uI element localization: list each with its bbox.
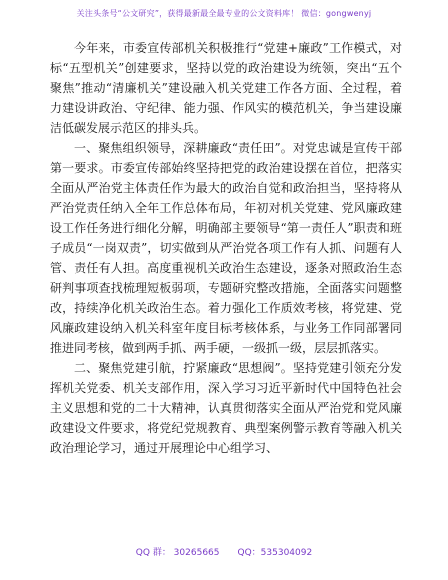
document-body <box>50 38 402 458</box>
header-banner: 关注头条号“公文研究”，获得最新最全最专业的公文资料库！ 微信：gongwenyj <box>76 9 372 18</box>
footer-qq-group: QQ 群： 30265665 <box>135 548 220 558</box>
footer <box>0 545 448 558</box>
paragraph-section-2: 二、聚焦党建引航，拧紧廉政“思想阀”。坚持党建引领充分发挥机关党委、机关支部作用，深入学习习近平新时代中国特色社会主义思想和党的二十大精神，认真贯彻落实全面从严治党和党风廉政建设文件要求，将党纪党规教育、典型案例警示教育等融入机关政治理论学习，通过开展理论中心组学习、 <box>50 361 402 455</box>
paragraph-intro: 今年来，市委宣传部机关积极推行“党建+廉政”工作模式，对标“五型机关”创建要求，坚持以党的政治建设为统领，突出“五个聚焦”推动“清廉机关”建设融入机关党建工作各方面、全过程，着力建设讲政治、守纪律、能力强、作风实的模范机关，争当建设廉洁低碳发展示范区的排头兵。 <box>50 41 402 135</box>
footer-qq: QQ：535304092 <box>237 548 313 558</box>
paragraph-section-1: 一、聚焦组织领导，深耕廉政“责任田”。对党忠诚是宣传干部第一要求。市委宣传部始终坚持把党的政治建设摆在首位，把落实全面从严治党主体责任作为最大的政治自觉和政治担当，坚持将从严治党责任纳入全年工作总体布局，年初对机关党建、党风廉政建设工作任务进行细化分解，明确部主要领导“第一责任人”职责和班子成员“一岗双责”，切实做到从严治党各项工作有人抓、问题有人管、责任有人担。高度重视机关政治生态建设，逐条对照政治生态研判事项查找梳理短板弱项，专题研究整改措施，全面落实问题整改，持续净化机关政治生态。着力强化工作质效考核，将党建、党风廉政建设纳入机关科室年度目标考核体系，与业务工作同部署同推进同考核，做到两手抓、两手硬，一级抓一级，层层抓落实。 <box>50 141 402 355</box>
